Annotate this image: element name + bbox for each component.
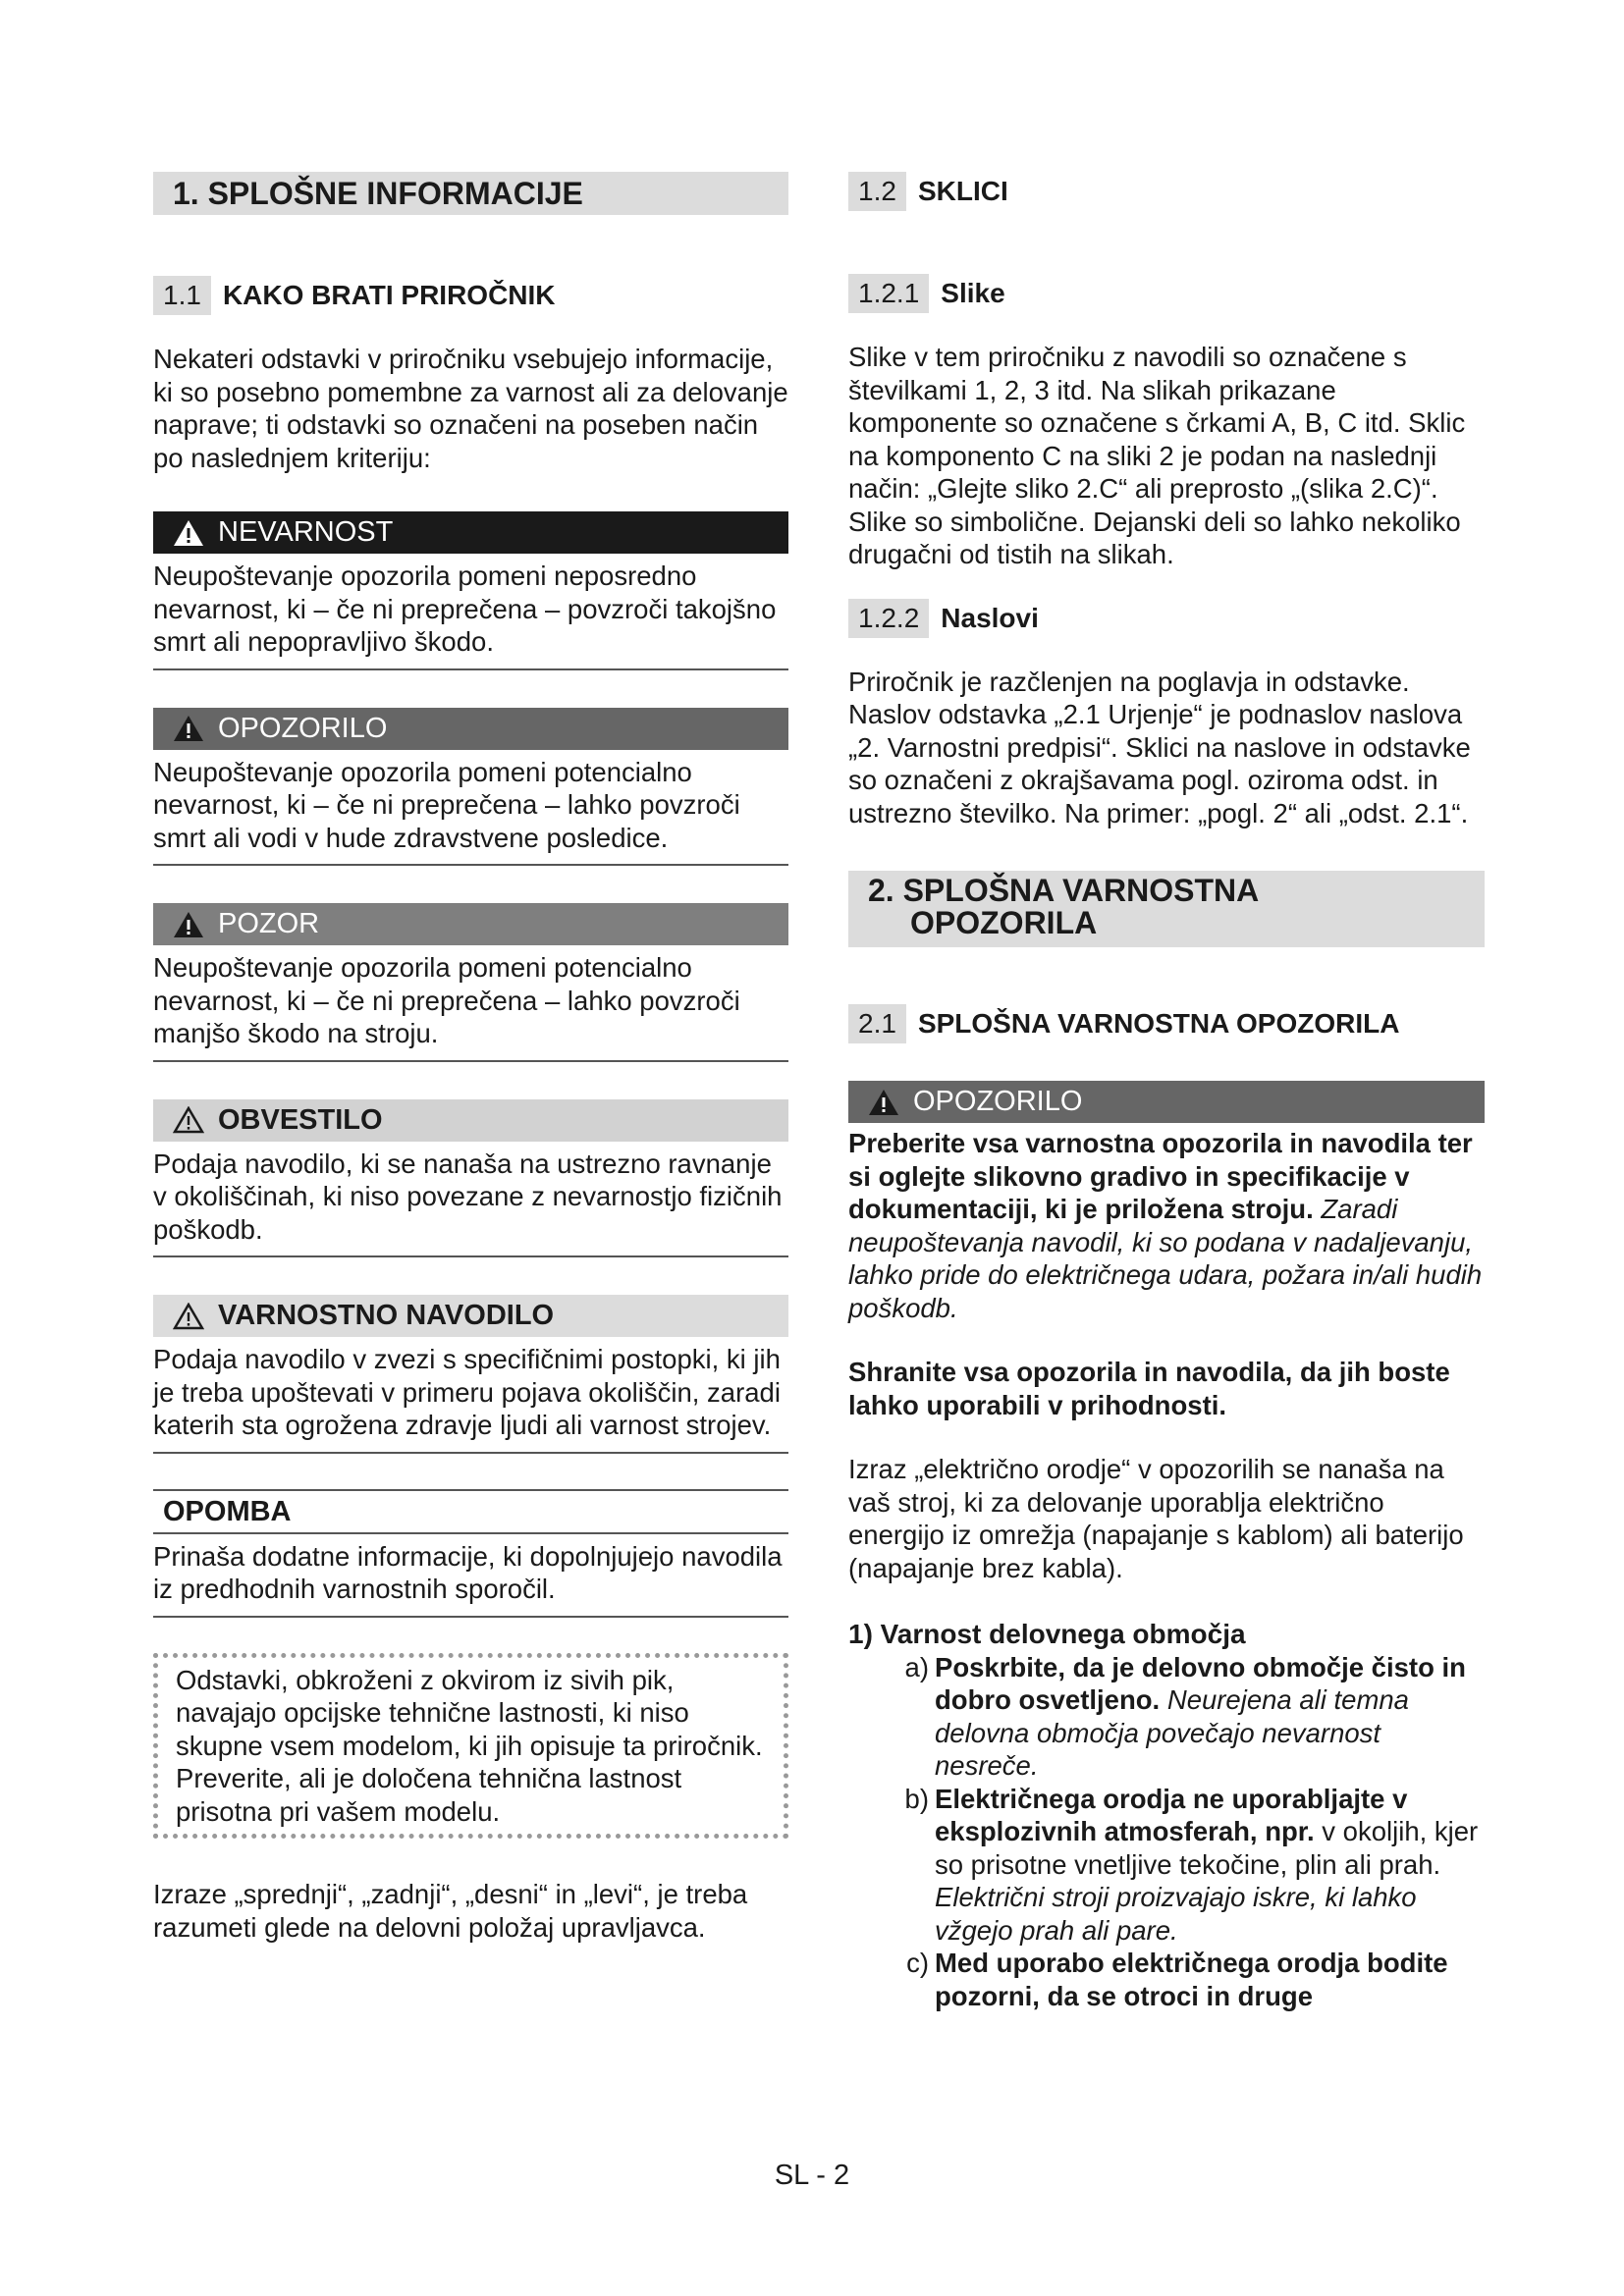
warning-text: Neupoštevanje opozorila pomeni potencialno nevarnost, ki – če ni preprečena – lahko povzroči smrt ali vodi v hude zdravstvene posledice.: [153, 756, 740, 853]
caution-text: Neupoštevanje opozorila pomeni potencialno nevarnost, ki – če ni preprečena – lahko povzroči manjšo škodo na stroju.: [153, 952, 740, 1048]
warning-header: [153, 708, 788, 750]
list-title: 1) Varnost delovnega območja: [848, 1619, 1246, 1649]
note-header: OPOMBA: [153, 1489, 788, 1534]
section-title: KAKO BRATI PRIROČNIK: [222, 280, 556, 310]
section-title: Slike: [941, 278, 1005, 308]
subsection-2-1-heading: [848, 1004, 1485, 1043]
list-item-body: Električnega orodja ne uporabljajte v eksplozivnih atmosferah, npr. v okoljih, kjer so prisotne vnetljive tekočine, plin ali prah. Električni stroji proizvajajo iskre, ki lahko vžgejo prah ali pare.: [935, 1783, 1479, 1946]
section-number: 1.2: [848, 172, 906, 211]
warning-block: [153, 708, 788, 867]
caution-label: POZOR: [218, 908, 320, 939]
list-item-body: Med uporabo električnega orodja bodite pozorni, da se otroci in druge: [935, 1948, 1448, 2011]
danger-label: NEVARNOST: [218, 516, 394, 548]
section-2-title-line-2: OPOZORILA: [910, 905, 1098, 940]
subsection-1-1-heading: [153, 276, 788, 315]
warning-header: [848, 1081, 1485, 1123]
caution-header: [153, 903, 788, 945]
note-text: Prinaša dodatne informacije, ki dopolnjujejo navodila iz predhodnih varnostnih sporočil.: [153, 1540, 783, 1604]
list-item: [848, 1783, 1485, 1948]
warning-icon: [173, 911, 204, 938]
list-item-label: b): [904, 1783, 929, 1814]
danger-header: [153, 511, 788, 554]
subsection-1-2-1-heading: [848, 274, 1485, 313]
subsection-1-2-heading: [848, 172, 1485, 211]
warning-icon: [173, 1106, 204, 1134]
notice-label: OBVESTILO: [218, 1103, 383, 1136]
warning-icon: [173, 1303, 204, 1330]
warning-icon: [173, 519, 204, 547]
warning-bold-text: Preberite vsa varnostna opozorila in navodila ter si oglejte slikovno gradivo in specifikacije v dokumentaciji, ki je priložena stroju.: [848, 1128, 1473, 1224]
orientation-paragraph: Izraze „sprednji“, „zadnji“, „desni“ in „levi“, je treba razumeti glede na delovni položaj upravljavca.: [153, 1879, 748, 1943]
list-item-label: c): [906, 1948, 929, 1978]
section-number: 2.1: [848, 1004, 906, 1043]
safety-instruction-label: VARNOSTNO NAVODILO: [218, 1300, 555, 1331]
work-area-safety-list: [848, 1618, 1485, 2012]
section-2-title-line-1: 2. SPLOŠNA VARNOSTNA: [868, 873, 1260, 908]
warning-label: OPOZORILO: [218, 712, 388, 744]
page-number: SL - 2: [774, 2160, 850, 2191]
notice-text: Podaja navodilo, ki se nanaša na ustrezno ravnanje v okoliščinah, ki niso povezane z nevarnostjo fizičnih poškodb.: [153, 1148, 783, 1245]
danger-block: [153, 511, 788, 670]
notice-block: [153, 1099, 788, 1258]
warning-label: OPOZORILO: [913, 1086, 1083, 1117]
optional-features-box: [153, 1653, 788, 1840]
headings-paragraph: Priročnik je razčlenjen na poglavja in odstavke. Naslov odstavka „2.1 Urjenje“ je podnaslov naslova „2. Varnostni predpisi“. Sklici na naslove in odstavke so označeni z okrajšavama pogl. oziroma odst. in ustrezno številko. Na primer: „pogl. 2“ ali „odst. 2.1“.: [848, 666, 1471, 828]
note-block: [153, 1489, 788, 1618]
warning-icon: [868, 1089, 899, 1116]
list-item: [848, 1947, 1485, 2012]
safety-instruction-header: [153, 1295, 788, 1337]
danger-text: Neupoštevanje opozorila pomeni neposredno nevarnost, ki – če ni preprečena – povzroči takojšno smrt ali nepopravljivo škodo.: [153, 561, 777, 657]
caution-block: [153, 903, 788, 1062]
section-2-heading: [848, 871, 1485, 947]
power-tool-definition: Izraz „električno orodje“ v opozorilih se nanaša na vaš stroj, ki za delovanje uporablja električno energijo iz omrežja (napajanje s kablom) ali baterijo (napajanje brez kabla).: [848, 1454, 1464, 1583]
intro-paragraph: Nekateri odstavki v priročniku vsebujejo informacije, ki so posebno pomembne za varnost ali za delovanje naprave; ti odstavki so označeni na poseben način po naslednjem kriteriju:: [153, 344, 788, 473]
section-number: 1.2.1: [848, 274, 929, 313]
optional-features-text: Odstavki, obkroženi z okvirom iz sivih pik, navajajo opcijske tehnične lastnosti, ki niso skupne vsem modelom, ki jih opisuje ta priročnik. Preverite, ali je določena tehnična lastnost prisotna pri vašem modelu.: [176, 1664, 763, 1827]
section-title: SPLOŠNA VARNOSTNA OPOZORILA: [917, 1008, 1400, 1039]
right-column: [848, 172, 1485, 2012]
warning-icon: [173, 715, 204, 742]
notice-header: [153, 1099, 788, 1142]
warning-italic-text: Zaradi neupoštevanja navodil, ki so podana v nadaljevanju, lahko pride do električnega udara, požara in/ali hudih poškodb.: [848, 1194, 1483, 1323]
subsection-1-2-2-heading: [848, 599, 1485, 638]
list-item: [848, 1651, 1485, 1783]
general-warning-paragraph: [848, 1127, 1485, 1324]
section-1-heading: 1. SPLOŠNE INFORMACIJE: [153, 172, 788, 215]
list-item-label: a): [904, 1651, 929, 1682]
keep-instructions-paragraph: Shranite vsa opozorila in navodila, da jih boste lahko uporabili v prihodnosti.: [848, 1357, 1450, 1420]
list-item-body: Poskrbite, da je delovno območje čisto in dobro osvetljeno. Neurejena ali temna delovna območja povečajo nevarnost nesreče.: [935, 1651, 1466, 1781]
left-column: [153, 172, 788, 1944]
section-title: SKLICI: [917, 176, 1008, 206]
safety-instruction-text: Podaja navodilo v zvezi s specifičnimi postopki, ki jih je treba upoštevati v primeru pojava okoliščin, zaradi katerih sta ogrožena zdravje ljudi ali varnost strojev.: [153, 1344, 781, 1440]
section-number: 1.2.2: [848, 599, 929, 638]
figures-paragraph: Slike v tem priročniku z navodili so označene s številkami 1, 2, 3 itd. Na slikah prikazane komponente so označene s črkami A, B, C itd. Sklic na komponento C na sliki 2 je podan na naslednji način: „Glejte sliko 2.C“ ali preprosto „(slika 2.C)“. Slike so simbolične. Dejanski deli so lahko nekoliko drugačni od tistih na slikah.: [848, 342, 1466, 569]
section-title: Naslovi: [941, 602, 1039, 633]
section-number: 1.1: [153, 276, 211, 315]
safety-instruction-block: [153, 1295, 788, 1454]
